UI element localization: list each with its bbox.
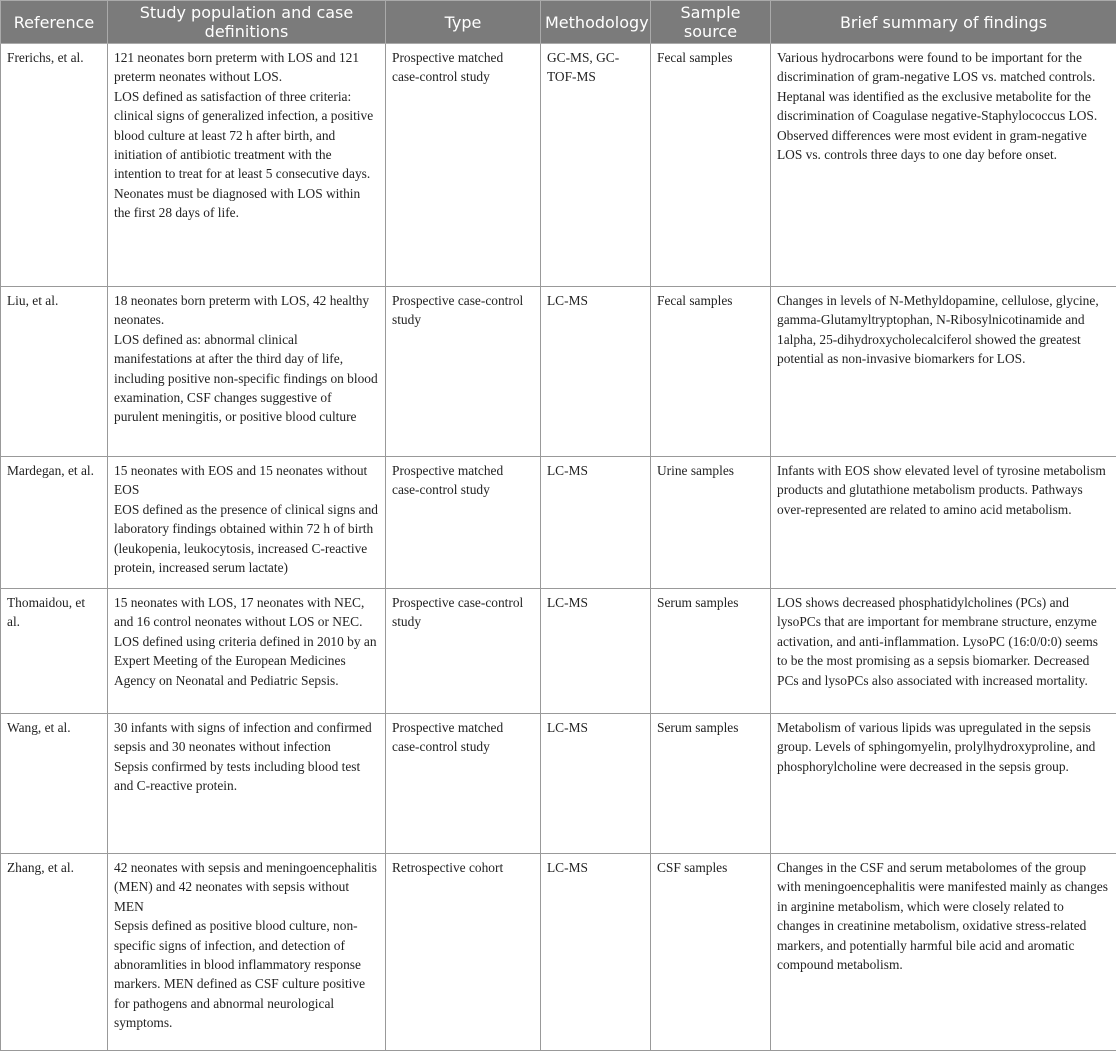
type-cell: Prospective matched case-control study xyxy=(386,714,541,854)
reference-cell: Mardegan, et al. xyxy=(1,457,108,589)
table-row xyxy=(1,714,1116,854)
reference-cell: Frerichs, et al. xyxy=(1,44,108,287)
population-paragraph: 30 infants with signs of infection and confirmed sepsis and 30 neonates without infection xyxy=(114,718,379,757)
population-paragraph: LOS defined as: abnormal clinical manifestations at after the third day of life, including positive non-specific findings on blood examination, CSF changes suggestive of purulent meningitis, or positive blood culture xyxy=(114,330,379,427)
population-paragraph: LOS defined as satisfaction of three criteria: clinical signs of generalized infection, a positive blood culture at least 72 h after birth, and initiation of antibiotic treatment with the intention to treat for at least 5 consecutive days. Neonates must be diagnosed with LOS within the first 28 days of life. xyxy=(114,87,379,223)
type-cell: Prospective case-control study xyxy=(386,589,541,714)
summary-cell: Infants with EOS show elevated level of tyrosine metabolism products and glutathione metabolism products. Pathways over-represented are related to amino acid metabolism. xyxy=(771,457,1116,589)
summary-cell: Various hydrocarbons were found to be important for the discrimination of gram-negative LOS vs. matched controls. Heptanal was identified as the exclusive metabolite for the discrimination of Coagulase negative-Staphylococcus LOS. Observed differences were most evident in gram-negative LOS vs. controls three days to one day before onset. xyxy=(771,44,1116,287)
summary-cell: Metabolism of various lipids was upregulated in the sepsis group. Levels of sphingomyelin, prolylhydroxyproline, and phosphorylcholine were decreased in the sepsis group. xyxy=(771,714,1116,854)
methodology-cell: LC-MS xyxy=(541,714,651,854)
summary-cell: Changes in the CSF and serum metabolomes of the group with meningoencephalitis were manifested mainly as changes in arginine metabolism, which were closely related to changes in creatinine metabolism, oxidative stress-related markers, and potentially harmful bile acid and aromatic compound metabolism. xyxy=(771,854,1116,1051)
population-paragraph: LOS defined using criteria defined in 2010 by an Expert Meeting of the European Medicines Agency on Neonatal and Pediatric Sepsis. xyxy=(114,632,379,690)
header-sample-source: Sample source xyxy=(651,1,771,44)
reference-cell: Thomaidou, et al. xyxy=(1,589,108,714)
sample-source-cell: Fecal samples xyxy=(651,44,771,287)
header-methodology: Methodology xyxy=(541,1,651,44)
population-paragraph: 42 neonates with sepsis and meningoencephalitis (MEN) and 42 neonates with sepsis without MEN xyxy=(114,858,379,916)
population-paragraph: 15 neonates with LOS, 17 neonates with NEC, and 16 control neonates without LOS or NEC. xyxy=(114,593,379,632)
population-paragraph: EOS defined as the presence of clinical signs and laboratory findings obtained within 72 h of birth (leukopenia, leukocytosis, increased C-reactive protein, increased serum lactate) xyxy=(114,500,379,578)
type-cell: Prospective matched case-control study xyxy=(386,44,541,287)
table-row xyxy=(1,287,1116,457)
population-cell xyxy=(108,854,386,1051)
population-cell xyxy=(108,457,386,589)
summary-cell: LOS shows decreased phosphatidylcholines (PCs) and lysoPCs that are important for membrane structure, enzyme activation, and anti-inflammation. LysoPC (16:0/0:0) seems to be the most promising as a sepsis biomarker. Decreased PCs and lysoPCs also associated with increased mortality. xyxy=(771,589,1116,714)
methodology-cell: GC-MS, GC-TOF-MS xyxy=(541,44,651,287)
type-cell: Prospective matched case-control study xyxy=(386,457,541,589)
sample-source-cell: Urine samples xyxy=(651,457,771,589)
header-row xyxy=(1,1,1116,44)
sample-source-cell: Serum samples xyxy=(651,589,771,714)
type-cell: Retrospective cohort xyxy=(386,854,541,1051)
methodology-cell: LC-MS xyxy=(541,589,651,714)
header-population: Study population and case definitions xyxy=(108,1,386,44)
population-paragraph: 15 neonates with EOS and 15 neonates without EOS xyxy=(114,461,379,500)
table-row xyxy=(1,44,1116,287)
population-paragraph: Sepsis defined as positive blood culture, non-specific signs of infection, and detection of abnoramlities in blood inflammatory response markers. MEN defined as CSF culture positive for pathogens and abnormal neurological symptoms. xyxy=(114,916,379,1032)
table-row xyxy=(1,854,1116,1051)
population-paragraph: Sepsis confirmed by tests including blood test and C-reactive protein. xyxy=(114,757,379,796)
header-type: Type xyxy=(386,1,541,44)
sample-source-cell: Fecal samples xyxy=(651,287,771,457)
header-summary: Brief summary of findings xyxy=(771,1,1116,44)
population-cell xyxy=(108,44,386,287)
type-cell: Prospective case-control study xyxy=(386,287,541,457)
methodology-cell: LC-MS xyxy=(541,287,651,457)
population-cell xyxy=(108,287,386,457)
population-cell xyxy=(108,714,386,854)
population-paragraph: 121 neonates born preterm with LOS and 121 preterm neonates without LOS. xyxy=(114,48,379,87)
population-cell xyxy=(108,589,386,714)
header-reference: Reference xyxy=(1,1,108,44)
sample-source-cell: CSF samples xyxy=(651,854,771,1051)
table-row xyxy=(1,457,1116,589)
table-row xyxy=(1,589,1116,714)
methodology-cell: LC-MS xyxy=(541,457,651,589)
sample-source-cell: Serum samples xyxy=(651,714,771,854)
reference-cell: Wang, et al. xyxy=(1,714,108,854)
methodology-cell: LC-MS xyxy=(541,854,651,1051)
summary-cell: Changes in levels of N-Methyldopamine, cellulose, glycine, gamma-Glutamyltryptophan, N-Ribosylnicotinamide and 1alpha, 25-dihydroxycholecalciferol showed the greatest potential as non-invasive biomarkers for LOS. xyxy=(771,287,1116,457)
population-paragraph: 18 neonates born preterm with LOS, 42 healthy neonates. xyxy=(114,291,379,330)
reference-cell: Zhang, et al. xyxy=(1,854,108,1051)
reference-cell: Liu, et al. xyxy=(1,287,108,457)
